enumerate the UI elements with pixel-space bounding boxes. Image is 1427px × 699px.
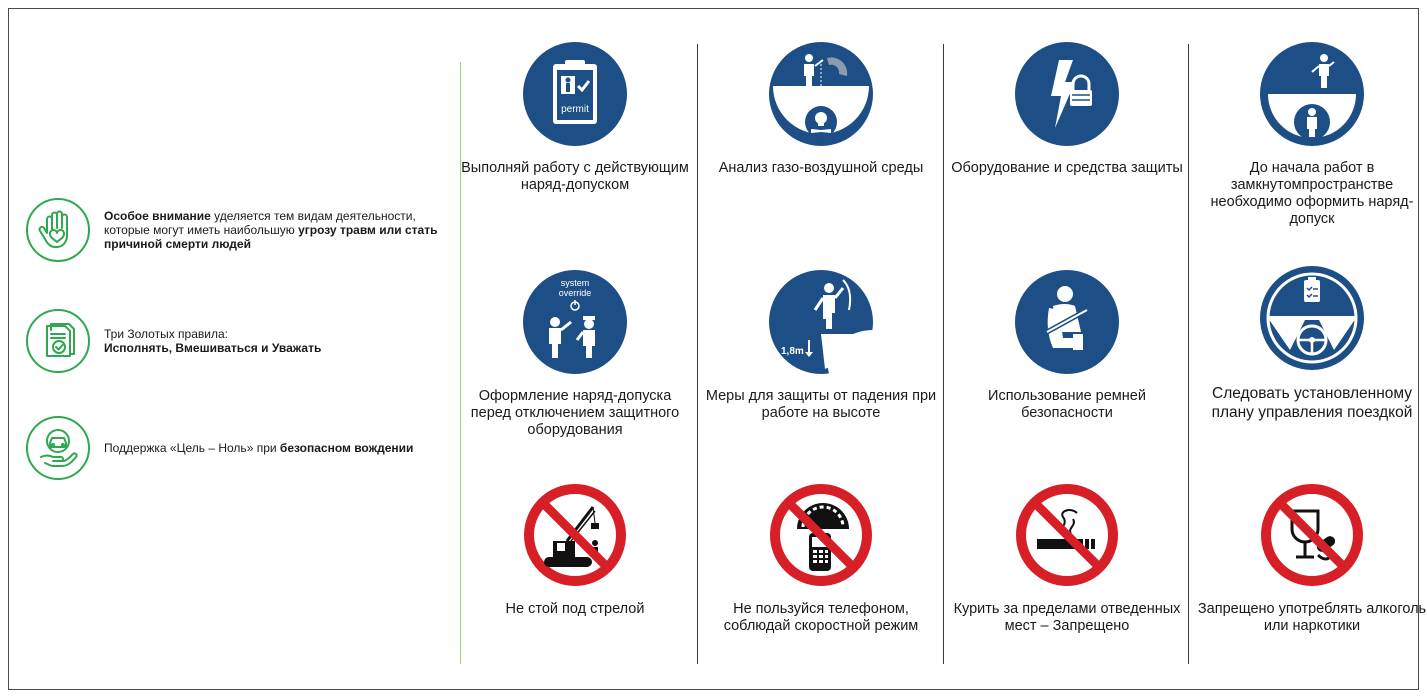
system-override-icon bbox=[523, 270, 627, 374]
sign-phone bbox=[698, 483, 944, 635]
sign-lock bbox=[944, 42, 1190, 177]
sign-crane bbox=[452, 483, 698, 618]
sign-alcohol bbox=[1189, 483, 1427, 635]
sign-column-3 bbox=[944, 0, 1190, 699]
sign-smoking bbox=[944, 483, 1190, 635]
sign-seatbelt bbox=[944, 270, 1190, 422]
override-label-2: override bbox=[558, 288, 592, 298]
rule-item-golden-rules bbox=[26, 309, 449, 373]
hand-heart-icon bbox=[26, 198, 90, 262]
document-check-icon bbox=[26, 309, 90, 373]
energy-isolation-lock-icon bbox=[1015, 42, 1119, 146]
no-crane-icon bbox=[523, 483, 627, 587]
no-smoking-icon bbox=[1015, 483, 1119, 587]
rule-text-target-zero: Поддержка «Цель – Ноль» при безопасном вождении bbox=[104, 441, 414, 455]
sign-permit bbox=[452, 42, 698, 194]
caption-gas: Анализ газо-воздушной среды bbox=[718, 160, 924, 176]
caption-confined: До начала работ в замкнутомпространстве необходимо оформить наряд-допуск bbox=[1210, 160, 1414, 227]
fall-protection-icon bbox=[769, 270, 873, 374]
no-phone-icon bbox=[769, 483, 873, 587]
sign-column-2 bbox=[698, 0, 944, 699]
rule-text-special-attention: Особое внимание уделяется тем видам деятельности, которые могут иметь наибольшую угрозу травм или стать причиной смерти людей bbox=[104, 209, 438, 251]
sign-gas bbox=[698, 42, 944, 177]
rule-item-special-attention bbox=[26, 198, 449, 262]
caption-permit: Выполняй работу с действующим наряд-допуском bbox=[461, 160, 689, 193]
sign-confined bbox=[1189, 42, 1427, 228]
override-label-1: system bbox=[560, 278, 590, 288]
rule-text-golden-rules: Три Золотых правила: Исполнять, Вмешиваться и Уважать bbox=[104, 327, 322, 355]
caption-smoking: Курить за пределами отведенных мест – Запрещено bbox=[953, 601, 1181, 634]
car-hand-icon bbox=[26, 416, 90, 480]
permit-label: permit bbox=[561, 104, 589, 115]
no-alcohol-drugs-icon bbox=[1260, 483, 1364, 587]
seatbelt-icon bbox=[1015, 270, 1119, 374]
journey-plan-icon bbox=[1260, 266, 1364, 370]
sign-override bbox=[452, 270, 698, 439]
sign-height bbox=[698, 270, 944, 422]
permit-clipboard-icon bbox=[523, 42, 627, 146]
caption-phone: Не пользуйся телефоном, соблюдай скоростной режим bbox=[723, 601, 919, 634]
confined-space-icon bbox=[1260, 42, 1364, 146]
sign-journey bbox=[1189, 266, 1427, 422]
caption-alcohol: Запрещено употреблять алкоголь или наркотики bbox=[1197, 601, 1427, 634]
rule-item-target-zero bbox=[26, 416, 449, 480]
sign-column-1 bbox=[452, 0, 698, 699]
golden-rules-panel bbox=[0, 0, 460, 699]
caption-override: Оформление наряд-допуска перед отключением защитного оборудования bbox=[470, 388, 680, 438]
sign-column-4 bbox=[1189, 0, 1427, 699]
caption-seatbelt: Использование ремней безопасности bbox=[988, 388, 1146, 421]
caption-crane: Не стой под стрелой bbox=[505, 601, 645, 617]
caption-lock: Оборудование и средства защиты bbox=[951, 160, 1183, 176]
gas-analysis-icon bbox=[769, 42, 873, 146]
caption-height: Меры для защиты от падения при работе на высоте bbox=[705, 388, 937, 421]
caption-journey: Следовать установленному плану управления поездкой bbox=[1211, 385, 1413, 421]
height-label: 1,8m bbox=[781, 346, 804, 357]
